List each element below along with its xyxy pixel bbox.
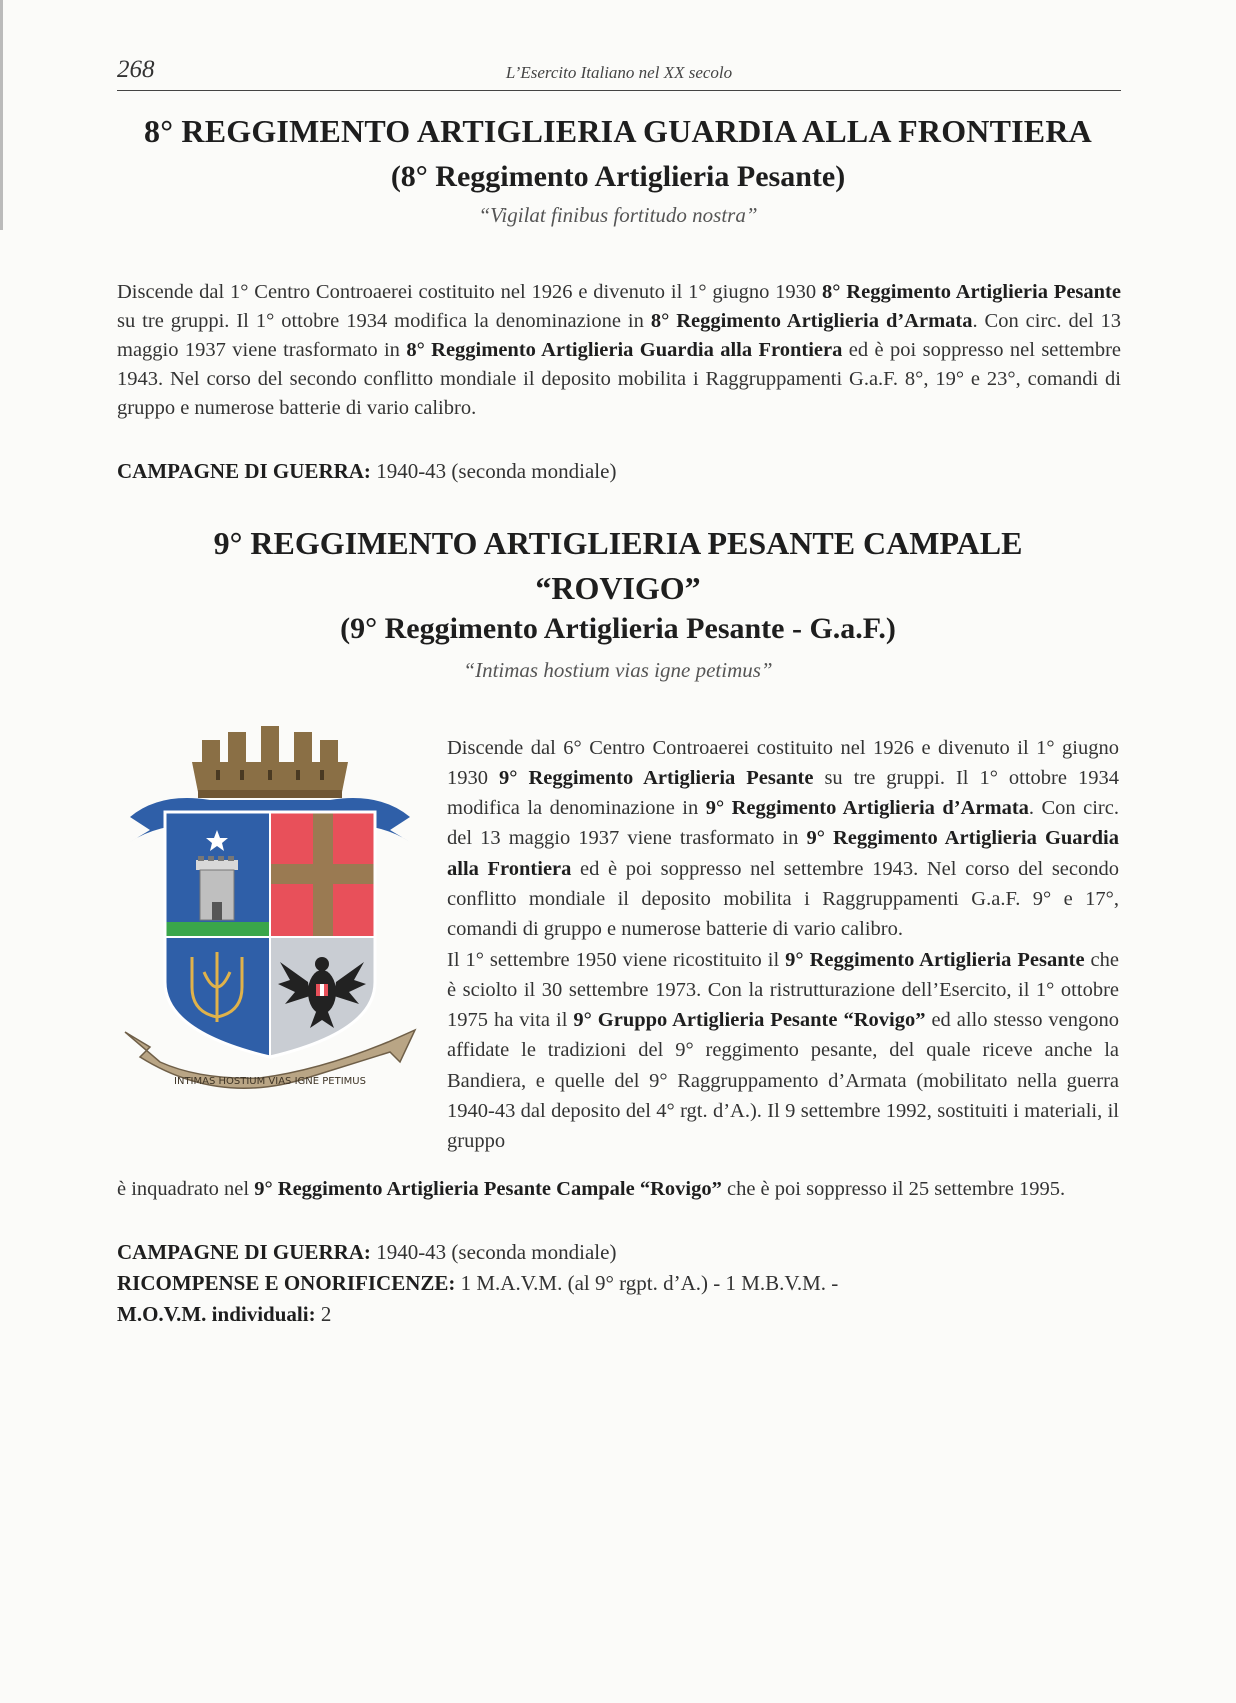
- section1-title: 8° REGGIMENTO ARTIGLIERIA GUARDIA ALLA FRONTIERA: [144, 113, 1092, 149]
- section1-campaigns: CAMPAGNE DI GUERRA: 1940-43 (seconda mondiale): [117, 459, 617, 483]
- section2-body-continued: è inquadrato nel 9° Reggimento Artiglieria Pesante Campale “Rovigo” che è poi soppresso il 25 settembre 1995.: [117, 1177, 1066, 1200]
- section2-title: 9° REGGIMENTO ARTIGLIERIA PESANTE CAMPALE: [213, 525, 1023, 561]
- shield-icon: [165, 812, 375, 1067]
- page-number: 268: [117, 56, 155, 83]
- crest-ribbon-motto: INTIMAS HOSTIUM VIAS IGNE PETIMUS: [174, 1076, 366, 1087]
- section1-subtitle: (8° Reggimento Artiglieria Pesante): [390, 160, 846, 193]
- section2-campaigns-awards: CAMPAGNE DI GUERRA: 1940-43 (seconda mondiale) RICOMPENSE E ONORIFICENZE: 1 M.A.V.M. (al 9° rgpt. d’A.) - 1 M.B.V.M. - M.O.V.M. individuali: 2: [117, 1240, 839, 1326]
- section2-body: Discende dal 6° Centro Controaerei costituito nel 1926 e divenuto il 1° giugno 1930 9° Reggimento Artiglieria Pesante su tre gruppi. Il 1° ottobre 1934 modifica la denominazione in 9° Reggimento Artiglieria d’Armata. Con circ. del 13 maggio 1937 viene trasformato in 9° Reggimento Artiglieria Guardia alla Frontiera ed è poi soppresso nel settembre 1943. Nel corso del secondo conflitto mondiale il deposito mobilita i Raggruppamenti G.a.F. 9° e 17°, comandi di gruppo e numerose batterie di vario calibro. Il 1° settembre 1950 viene ricostituito il 9° Reggimento Artiglieria Pesante che è sciolto il 30 settembre 1973. Con la ristrutturazione dell’Esercito, il 1° ottobre 1975 ha vita il 9° Gruppo Artiglieria Pesante “Rovigo” ed allo stesso vengono affidate le tradizioni del 9° reggimento pesante, del quale riceve anche la Bandiera, e quelle del 9° Raggruppamento d’Armata (mobilitato nella guerra 1940-43 dal deposito del 4° rgt. d’A.). Il 9 settembre 1992, sostituiti i materiali, il gruppo: [447, 736, 1120, 1153]
- page-header: [117, 56, 1121, 91]
- page-edge-shadow: [0, 0, 3, 230]
- section2-motto: “Intimas hostium vias igne petimus”: [463, 658, 773, 682]
- section1-body: Discende dal 1° Centro Controaerei costituito nel 1926 e divenuto il 1° giugno 1930 8° Reggimento Artiglieria Pesante su tre gruppi. Il 1° ottobre 1934 modifica la denominazione in 8° Reggimento Artiglieria d’Armata. Con circ. del 13 maggio 1937 viene trasformato in 8° Reggimento Artiglieria Guardia alla Frontiera ed è poi soppresso nel settembre 1943. Nel corso del secondo conflitto mondiale il deposito mobilita i Raggruppamenti G.a.F. 8°, 19° e 23°, comandi di gruppo e numerose batterie di vario calibro.: [117, 280, 1122, 419]
- regiment-coat-of-arms: [120, 712, 420, 1112]
- section2-subtitle: (9° Reggimento Artiglieria Pesante - G.a.F.): [340, 612, 896, 645]
- section1-motto: “Vigilat finibus fortitudo nostra”: [478, 203, 758, 227]
- running-title: L’Esercito Italiano nel XX secolo: [505, 63, 733, 82]
- mural-crown-icon: [192, 726, 348, 798]
- section2-title-name: “ROVIGO”: [535, 570, 701, 606]
